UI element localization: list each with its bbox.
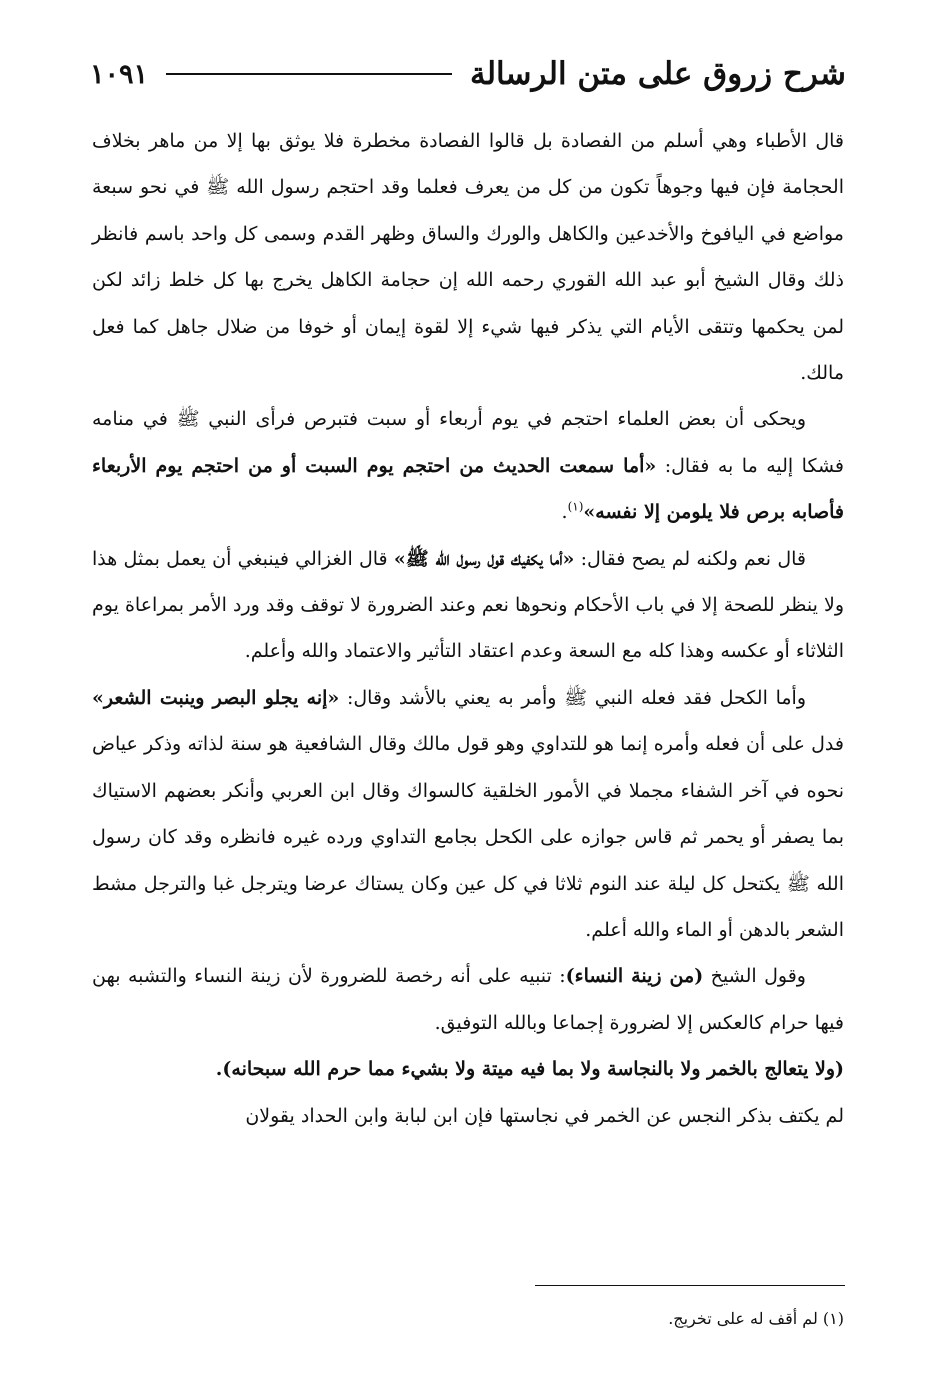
header-rule [166, 73, 452, 75]
text-segment: : تنبيه على أنه رخصة للضرورة لأن زينة النساء والتشبه بهن فيها حرام كالعكس إلا لضرورة إجماعا وبالله التوفيق. [92, 965, 844, 1034]
text-segment: لم يكتف بذكر النجس عن الخمر في نجاستها فإن ابن لبابة وابن الحداد يقولان [245, 1104, 844, 1127]
text-segment: ويحكى أن بعض العلماء احتجم في يوم أربعاء أو سبت فتبرص فرأى النبي ﷺ في منامه فشكا إليه ما به فقال: [92, 408, 844, 477]
text-segment: فدل على أن فعله وأمره إنما هو للتداوي وهو قول مالك وقال الشافعية هو سنة لذاته وذكر عياض نحوه في آخر الشفاء مجملا في الأمور الخلقية كالسواك وقال ابن العربي وأنكر بعضهم الاستياك بما يصفر أو يحمر ثم قاس جوازه على الكحل بجامع التداوي ورده غيره فانظره وقد كان رسول الله ﷺ يكتحل كل ليلة عند النوم ثلاثا في كل عين وكان يستاك عرضا ويترجل غبا والترجل مشط الشعر بالدهن أو الماء والله أعلم. [92, 733, 844, 941]
paragraph [92, 953, 844, 1046]
running-title: شرح زروق على متن الرسالة [469, 56, 846, 92]
emphasized-text: «إنه يجلو البصر وينبت الشعر» [92, 686, 340, 709]
page-header [90, 52, 846, 96]
footnote: (١) لم أقف له على تخريج. [668, 1309, 844, 1328]
emphasized-text: (من زينة النساء) [565, 965, 704, 988]
text-segment: وقول الشيخ [703, 965, 806, 988]
paragraph [92, 1093, 844, 1139]
text-segment: قال نعم ولكنه لم يصح فقال: [574, 547, 806, 570]
text-segment: قال الغزالي فينبغي أن يعمل بمثل هذا ولا ينظر للصحة إلا في باب الأحكام ونحوها نعم وعند الضرورة لا توقف وقد ورد الأمر بمراعاة يوم الثلاثاء أو عكسه وهذا كله مع السعة وعدم اعتقاد التأثير والاعتماد والله وأعلم. [92, 547, 844, 663]
emphasized-text: (ولا يتعالج بالخمر ولا بالنجاسة ولا بما فيه ميتة ولا بشيء مما حرم الله سبحانه). [215, 1058, 844, 1081]
text-segment: . [561, 501, 568, 524]
body-text [92, 118, 844, 1139]
page-number: ١٠٩١ [90, 58, 149, 90]
paragraph [92, 396, 844, 535]
paragraph [92, 536, 844, 675]
text-segment: قال الأطباء وهي أسلم من الفصادة بل قالوا الفصادة مخطرة فلا يوثق بها إلا من ماهر بخلاف الحجامة فإن فيها وجوهاً تكون من كل من يعرف فعلما وقد احتجم رسول الله ﷺ في نحو سبعة مواضع في اليافوخ والأخدعين والكاهل والورك والساق وظهر القدم وسمى كل واحد باسم فانظر ذلك وقال الشيخ أبو عبد الله القوري رحمه الله إن حجامة الكاهل يخرج بها كل خلط زائد لكن لمن يحكمها وتتقى الأيام التي يذكر فيها شيء إلا لقوة إيمان أو خوفا من ضلال جاهل كما فعل مالك. [92, 130, 844, 385]
emphasized-text: «أما سمعت الحديث من احتجم يوم السبت أو من احتجم يوم الأربعاء فأصابه برص فلا يلومن إلا نفسه» [92, 454, 844, 524]
text-segment: وأما الكحل فقد فعله النبي ﷺ وأمر به يعني بالأشد وقال: [339, 686, 806, 709]
footnote-reference: (١) [567, 499, 584, 514]
paragraph [92, 1046, 844, 1092]
emphasized-text: «أما يكفيك قول رسول الله ﷺ» [393, 547, 575, 570]
paragraph [92, 675, 844, 953]
footnote-separator [535, 1285, 845, 1286]
paragraph [92, 118, 844, 396]
